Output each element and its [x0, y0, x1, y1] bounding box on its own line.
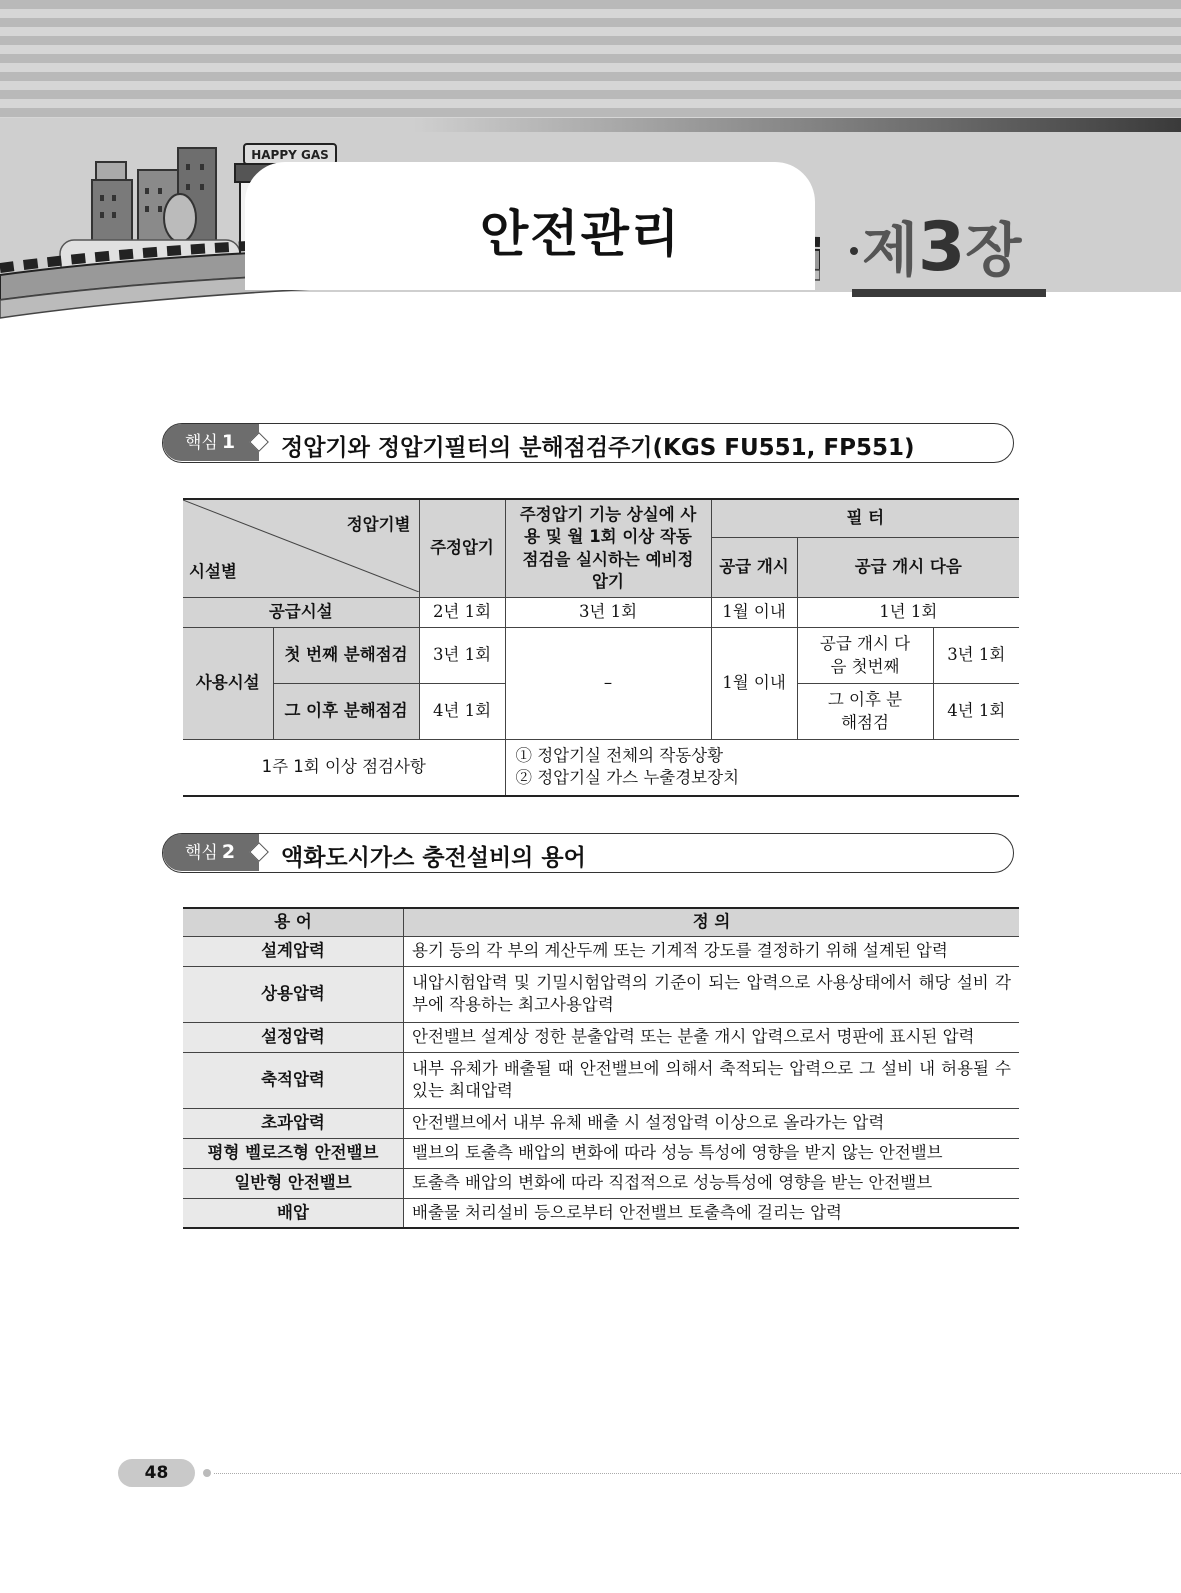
use-first-label: 첫 번째 분해점검: [273, 628, 419, 684]
table-row: [183, 1168, 1019, 1198]
row-use-label: 사용시설: [183, 628, 273, 740]
term-cell: 평형 벨로즈형 안전밸브: [183, 1138, 404, 1168]
chapter-underline: [852, 289, 1046, 297]
table-row: [183, 1108, 1019, 1138]
section2-badge: [163, 834, 259, 871]
definition-cell: 토출측 배압의 변화에 따라 직접적으로 성능특성에 영향을 받는 안전밸브: [404, 1168, 1020, 1198]
col-filter-after: 공급 개시 다음: [797, 538, 1019, 598]
use-filter-first-value: 3년 1회: [933, 628, 1019, 684]
section1-badge-number: 1: [221, 431, 236, 453]
weekly-item-2: ② 정압기실 가스 누출경보장치: [515, 768, 740, 788]
table-row: [183, 936, 1019, 966]
maintenance-cycle-table: [183, 498, 1019, 797]
row-supply-label: 공급시설: [183, 598, 419, 628]
use-first-main: 3년 1회: [419, 628, 505, 684]
section1-title: 정압기와 정압기필터의 분해점검주기(KGS FU551, FP551): [281, 435, 915, 461]
page-number: 48: [118, 1459, 195, 1487]
terms-table: [183, 907, 1019, 1229]
definition-cell: 내부 유체가 배출될 때 안전밸브에 의해서 축적되는 압력으로 그 설비 내 허용될 수 있는 최대압력: [404, 1052, 1020, 1108]
use-filter-first-label: 공급 개시 다음 첫번째: [797, 628, 933, 684]
table-row: [183, 1022, 1019, 1052]
page-title: 안전관리: [480, 205, 682, 263]
row-weekly-items: [505, 740, 1019, 796]
chapter-suffix: 장: [965, 216, 1022, 284]
corner-bottom-label: 시설별: [189, 561, 237, 581]
use-later-main: 4년 1회: [419, 684, 505, 740]
chapter-label: [848, 203, 1021, 287]
corner-top-label: 정압기별: [346, 515, 411, 534]
header-stripe-fade: [0, 118, 1181, 132]
gas-sign-text: HAPPY GAS: [251, 148, 329, 162]
section2-heading: [162, 833, 1014, 873]
definition-cell: 용기 등의 각 부의 계산두께 또는 기계적 강도를 결정하기 위해 설계된 압력: [404, 936, 1020, 966]
section2-title: 액화도시가스 충전설비의 용어: [281, 845, 586, 871]
definition-cell: 배출물 처리설비 등으로부터 안전밸브 토출측에 걸리는 압력: [404, 1198, 1020, 1228]
page-rule: [214, 1473, 1181, 1474]
definition-cell: 밸브의 토출측 배압의 변화에 따라 성능 특성에 영향을 받지 않는 안전밸브: [404, 1138, 1020, 1168]
term-cell: 설계압력: [183, 936, 404, 966]
col-filter-start: 공급 개시: [711, 538, 797, 598]
table-row: [183, 1138, 1019, 1168]
table-row: [183, 1198, 1019, 1228]
use-filter-later-label: 그 이후 분해점검: [797, 684, 933, 740]
use-filter-later-value: 4년 1회: [933, 684, 1019, 740]
col-filter: 필 터: [711, 499, 1019, 538]
term-cell: 배압: [183, 1198, 404, 1228]
table-row: [183, 1052, 1019, 1108]
col-main-regulator: 주정압기: [419, 499, 505, 598]
term-cell: 축적압력: [183, 1052, 404, 1108]
section1-heading: [162, 423, 1014, 463]
use-later-label: 그 이후 분해점검: [273, 684, 419, 740]
row-weekly-label: 1주 1회 이상 점검사항: [183, 740, 505, 796]
header-definition: 정 의: [404, 908, 1020, 936]
term-cell: 일반형 안전밸브: [183, 1168, 404, 1198]
section2-badge-number: 2: [221, 841, 236, 863]
supply-main: 2년 1회: [419, 598, 505, 628]
col-backup-regulator: 주정압기 기능 상실에 사용 및 월 1회 이상 작동점검을 실시하는 예비정압기: [505, 499, 711, 598]
header-stripes: [0, 0, 1181, 128]
definition-cell: 안전밸브에서 내부 유체 배출 시 설정압력 이상으로 올라가는 압력: [404, 1108, 1020, 1138]
table-corner-cell: [183, 499, 419, 598]
section1-badge: [163, 424, 259, 461]
use-filter-start: 1월 이내: [711, 628, 797, 740]
term-cell: 설정압력: [183, 1022, 404, 1052]
term-cell: 초과압력: [183, 1108, 404, 1138]
chapter-number: 3: [918, 208, 966, 287]
supply-backup: 3년 1회: [505, 598, 711, 628]
table-row: [183, 966, 1019, 1022]
definition-cell: 안전밸브 설계상 정한 분출압력 또는 분출 개시 압력으로서 명판에 표시된 압력: [404, 1022, 1020, 1052]
section1-badge-label: 핵심: [185, 433, 218, 453]
section2-badge-label: 핵심: [185, 843, 218, 863]
definition-cell: 내압시험압력 및 기밀시험압력의 기준이 되는 압력으로 사용상태에서 해당 설비 각 부에 작용하는 최고사용압력: [404, 966, 1020, 1022]
supply-filter-start: 1월 이내: [711, 598, 797, 628]
chapter-prefix: 제: [862, 216, 919, 284]
use-backup: –: [505, 628, 711, 740]
term-cell: 상용압력: [183, 966, 404, 1022]
weekly-item-1: ① 정압기실 전체의 작동상황: [515, 746, 724, 766]
supply-filter-after: 1년 1회: [797, 598, 1019, 628]
page-dot: [203, 1469, 211, 1477]
header-term: 용 어: [183, 908, 404, 936]
